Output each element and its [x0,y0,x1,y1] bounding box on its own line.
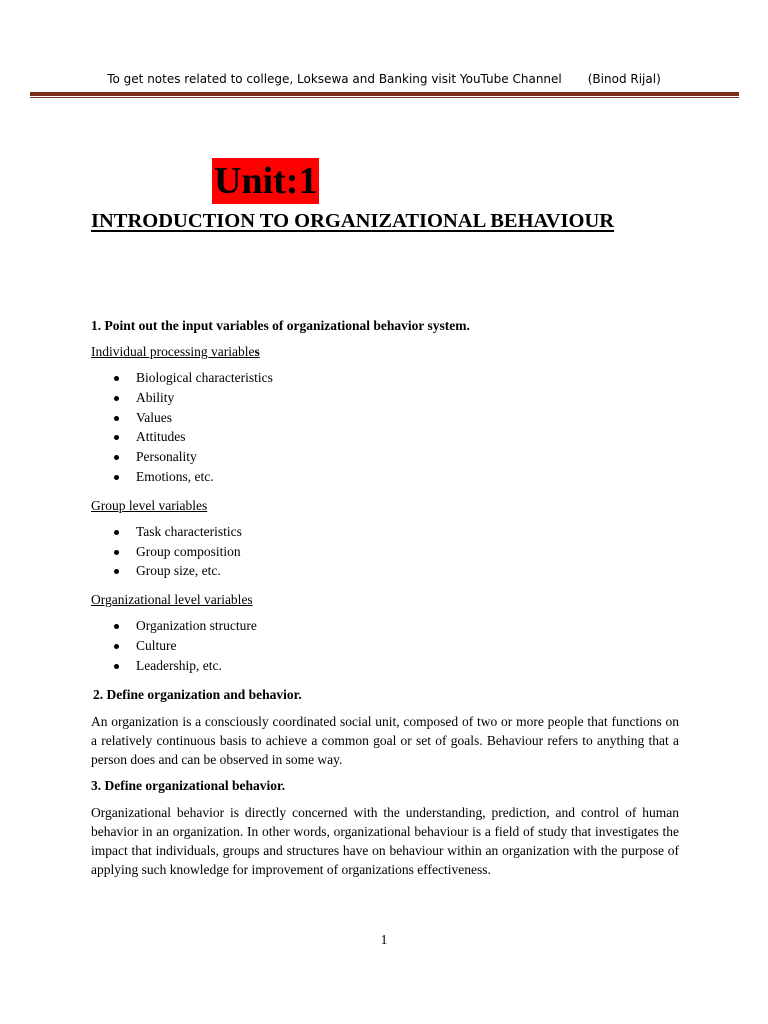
list-item: Group size, etc. [91,561,679,581]
question-3: 3. Define organizational behavior. [91,777,286,793]
list-item: Values [91,408,679,428]
list-organizational-variables [91,616,679,675]
list-item: Group composition [91,542,679,562]
list-item: Leadership, etc. [91,656,679,676]
header-rule-thin [30,97,739,98]
list-item: Emotions, etc. [91,467,679,487]
list-item: Culture [91,636,679,656]
group-heading-individual: Individual processing variables [91,344,260,359]
list-item: Attitudes [91,427,679,447]
list-group-variables [91,522,679,581]
header-author: (Binod Rijal) [587,72,661,86]
document-body [91,317,679,887]
chapter-title: INTRODUCTION TO ORGANIZATIONAL BEHAVIOUR [91,210,615,232]
list-individual-variables [91,368,679,487]
unit-label: Unit:1 [214,160,318,202]
question-1: 1. Point out the input variables of organizational behavior system. [91,318,470,333]
answer-3: Organizational behavior is directly concerned with the understanding, prediction, and control of human behavior in an organization. In other words, organizational behaviour is a field of study that investigates the impact that individuals, groups and structures have on behaviour within an organization with the purpose of applying such knowledge for improvement of organizations effectiveness. [91,804,679,877]
list-item: Ability [91,388,679,408]
page-number: 1 [380,932,388,947]
list-item: Task characteristics [91,522,679,542]
answer-2: An organization is a consciously coordinated social unit, composed of two or more people that functions on a relatively continuous basis to achieve a common goal or set of goals. Behaviour refers to anything that a person does and can be observed in some way. [91,713,679,767]
list-item: Biological characteristics [91,368,679,388]
header-rule-thick [30,92,739,96]
page-header [0,72,768,86]
header-text: To get notes related to college, Loksewa and Banking visit YouTube Channel [107,72,562,86]
group-heading-group: Group level variables [91,497,208,513]
group-heading-organizational: Organizational level variables [91,592,253,608]
list-item: Organization structure [91,616,679,636]
list-item: Personality [91,447,679,467]
question-2: 2. Define organization and behavior. [93,686,302,702]
